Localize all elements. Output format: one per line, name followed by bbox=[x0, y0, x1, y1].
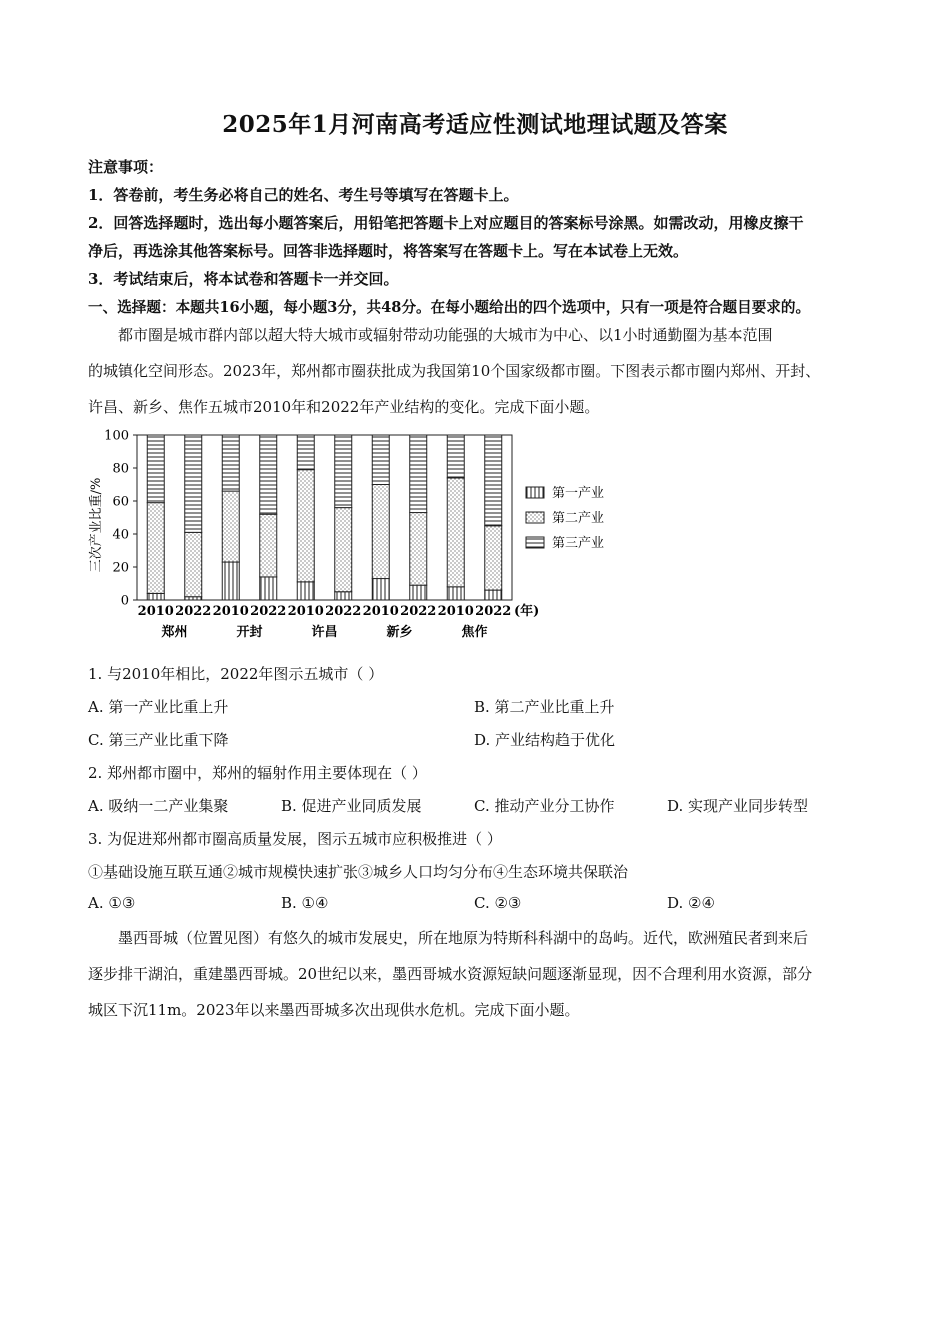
x-year-label: 2010 bbox=[437, 604, 474, 619]
x-year-label: 2010 bbox=[137, 604, 174, 619]
bar-segment-1 bbox=[447, 587, 464, 600]
legend-swatch-1 bbox=[526, 487, 544, 498]
bar-segment-3 bbox=[447, 435, 464, 478]
x-year-label: 2010 bbox=[287, 604, 324, 619]
q3-option-b[interactable]: B. ①④ bbox=[281, 894, 329, 912]
x-city-label: 开封 bbox=[236, 625, 263, 640]
x-year-label: 2022 bbox=[400, 604, 437, 619]
bar-segment-3 bbox=[297, 435, 314, 470]
bar-segment-1 bbox=[147, 593, 164, 600]
passage-line: 逐步排干湖泊，重建墨西哥城。20世纪以来，墨西哥城水资源短缺问题逐渐显现，因不合理利用水资源，部分 bbox=[88, 965, 813, 983]
bar-segment-1 bbox=[372, 579, 389, 600]
notice-heading: 注意事项： bbox=[88, 158, 164, 176]
x-city-label: 许昌 bbox=[311, 625, 338, 640]
x-year-label: 2022 bbox=[175, 604, 212, 619]
notice-item: 2．回答选择题时，选出每小题答案后，用铅笔把答题卡上对应题目的答案标号涂黑。如需改动，用橡皮擦干 bbox=[88, 214, 804, 232]
legend-swatch-3 bbox=[526, 537, 544, 548]
passage-line: 都市圈是城市群内部以超大特大城市或辐射带动功能强的大城市为中心、以1小时通勤圈为基本范围 bbox=[118, 326, 773, 344]
passage-line: 墨西哥城（位置见图）有悠久的城市发展史，所在地原为特斯科科湖中的岛屿。近代，欧洲殖民者到来后 bbox=[118, 929, 809, 947]
chart-legend bbox=[522, 482, 632, 562]
bar-segment-1 bbox=[485, 590, 502, 600]
passage-line: 的城镇化空间形态。2023年，郑州都市圈获批成为我国第10个国家级都市圈。下图表示都市圈内郑州、开封、 bbox=[88, 362, 821, 380]
bar-segment-3 bbox=[372, 435, 389, 485]
x-year-label: 2022 bbox=[475, 604, 512, 619]
industry-structure-chart bbox=[80, 420, 540, 650]
bar-segment-3 bbox=[222, 435, 239, 491]
q2-option-c[interactable]: C. 推动产业分工协作 bbox=[474, 797, 615, 815]
q2-option-d[interactable]: D. 实现产业同步转型 bbox=[667, 797, 809, 815]
y-axis-label: 三次产业比重/% bbox=[89, 477, 104, 573]
section-heading: 一、选择题：本题共16小题，每小题3分，共48分。在每小题给出的四个选项中，只有一项是符合题目要求的。 bbox=[88, 299, 811, 316]
bar-segment-2 bbox=[372, 485, 389, 579]
bar-segment-1 bbox=[297, 582, 314, 600]
x-unit-label: (年) bbox=[514, 604, 540, 619]
y-tick-label: 0 bbox=[120, 593, 129, 609]
bar-segment-2 bbox=[410, 513, 427, 586]
bar-segment-3 bbox=[147, 435, 164, 503]
bar-segment-1 bbox=[410, 585, 427, 600]
x-city-label: 郑州 bbox=[161, 625, 188, 640]
page-title: 2025年1月河南高考适应性测试地理试题及答案 bbox=[222, 111, 728, 138]
bar-segment-2 bbox=[260, 514, 277, 577]
q3-option-a[interactable]: A. ①③ bbox=[88, 894, 136, 912]
bar-segment-2 bbox=[222, 491, 239, 562]
bar-segment-1 bbox=[222, 562, 239, 600]
bar-segment-3 bbox=[410, 435, 427, 513]
y-tick-label: 100 bbox=[104, 428, 129, 444]
x-year-label: 2010 bbox=[212, 604, 249, 619]
legend-label: 第三产业 bbox=[552, 536, 605, 551]
bar-segment-3 bbox=[260, 435, 277, 514]
legend-label: 第二产业 bbox=[552, 511, 605, 526]
q1-option-c[interactable]: C. 第三产业比重下降 bbox=[88, 731, 229, 749]
question-2-stem: 2. 郑州都市圈中，郑州的辐射作用主要体现在（ ） bbox=[88, 764, 427, 782]
q1-option-b[interactable]: B. 第二产业比重上升 bbox=[474, 698, 615, 716]
question-3-stem: 3. 为促进郑州都市圈高质量发展，图示五城市应积极推进（ ） bbox=[88, 830, 502, 848]
notice-item: 1．答卷前，考生务必将自己的姓名、考生号等填写在答题卡上。 bbox=[88, 186, 519, 204]
y-tick-label: 60 bbox=[112, 494, 129, 510]
bar-segment-2 bbox=[335, 508, 352, 592]
x-city-label: 焦作 bbox=[461, 625, 488, 640]
q1-option-a[interactable]: A. 第一产业比重上升 bbox=[88, 698, 229, 716]
question-1-stem: 1. 与2010年相比，2022年图示五城市（ ） bbox=[88, 665, 384, 683]
bar-segment-2 bbox=[485, 526, 502, 590]
passage-line: 城区下沉11m。2023年以来墨西哥城多次出现供水危机。完成下面小题。 bbox=[88, 1001, 580, 1019]
x-city-label: 新乡 bbox=[386, 625, 413, 640]
y-tick-label: 80 bbox=[112, 461, 129, 477]
q3-option-c[interactable]: C. ②③ bbox=[474, 894, 522, 912]
y-tick-label: 40 bbox=[112, 527, 129, 543]
q1-option-d[interactable]: D. 产业结构趋于优化 bbox=[474, 731, 616, 749]
x-year-label: 2022 bbox=[325, 604, 362, 619]
q2-option-b[interactable]: B. 促进产业同质发展 bbox=[281, 797, 422, 815]
passage-line: 许昌、新乡、焦作五城市2010年和2022年产业结构的变化。完成下面小题。 bbox=[88, 398, 600, 416]
bar-segment-2 bbox=[185, 532, 202, 596]
notice-item: 净后，再选涂其他答案标号。回答非选择题时，将答案写在答题卡上。写在本试卷上无效。 bbox=[88, 242, 689, 260]
bar-segment-3 bbox=[485, 435, 502, 526]
q2-option-a[interactable]: A. 吸纳一二产业集聚 bbox=[88, 797, 229, 815]
bar-segment-2 bbox=[447, 478, 464, 587]
bar-segment-2 bbox=[147, 503, 164, 594]
notice-item: 3．考试结束后，将本试卷和答题卡一并交回。 bbox=[88, 270, 399, 288]
legend-swatch-2 bbox=[526, 512, 544, 523]
question-3-items: ①基础设施互联互通②城市规模快速扩张③城乡人口均匀分布④生态环境共保联治 bbox=[88, 863, 629, 881]
bar-segment-2 bbox=[297, 470, 314, 582]
bar-segment-1 bbox=[260, 577, 277, 600]
bar-segment-1 bbox=[335, 592, 352, 600]
q3-option-d[interactable]: D. ②④ bbox=[667, 894, 715, 912]
bar-segment-3 bbox=[185, 435, 202, 532]
x-year-label: 2010 bbox=[362, 604, 399, 619]
y-tick-label: 20 bbox=[112, 560, 129, 576]
x-year-label: 2022 bbox=[250, 604, 287, 619]
legend-label: 第一产业 bbox=[552, 486, 605, 501]
bar-segment-3 bbox=[335, 435, 352, 508]
